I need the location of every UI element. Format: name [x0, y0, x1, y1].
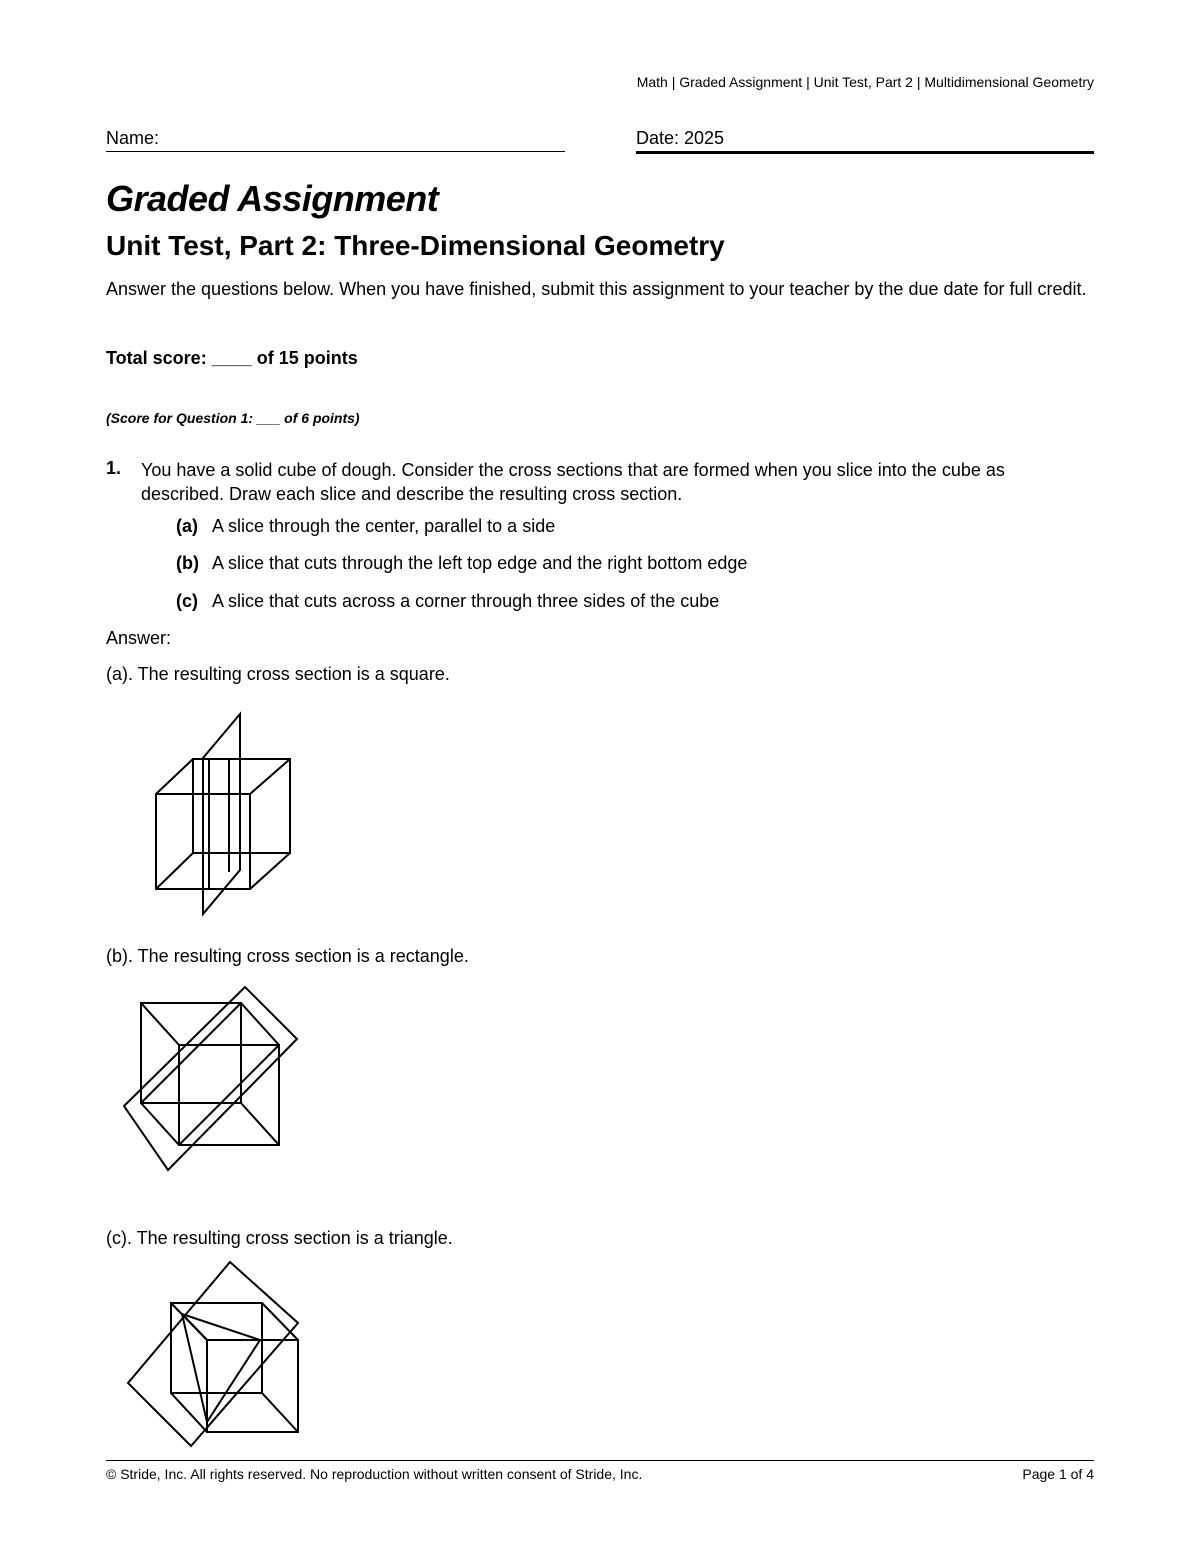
total-score: Total score: ____ of 15 points	[106, 348, 358, 368]
question-score: (Score for Question 1: ___ of 6 points)	[106, 410, 360, 426]
footer-divider	[106, 1460, 1094, 1461]
instructions: Answer the questions below. When you have finished, submit this assignment to your teacher by the due date for full credit.	[106, 279, 1087, 299]
footer-copyright: © Stride, Inc. All rights reserved. No reproduction without written consent of Stride, Inc.	[106, 1466, 643, 1482]
running-header: Math | Graded Assignment | Unit Test, Part 2 | Multidimensional Geometry	[636, 74, 1094, 90]
answer-b-text: (b). The resulting cross section is a rectangle.	[106, 946, 469, 966]
part-b-letter: (b)	[176, 553, 199, 573]
date-label: Date: 2025	[636, 128, 725, 148]
answer-c-text: (c). The resulting cross section is a triangle.	[106, 1228, 453, 1248]
part-c-letter: (c)	[176, 591, 198, 611]
part-b-text: A slice that cuts through the left top edge and the right bottom edge	[212, 553, 748, 573]
name-label: Name:	[106, 128, 160, 148]
question-prompt: You have a solid cube of dough. Consider the cross sections that are formed when you slice into the cube as described. Draw each slice and describe the resulting cross section.	[141, 460, 1005, 504]
page-title: Graded Assignment	[106, 178, 439, 219]
footer-page-number: Page 1 of 4	[1022, 1466, 1094, 1482]
answer-label: Answer:	[106, 628, 172, 648]
question-number: 1.	[106, 458, 122, 478]
part-c-text: A slice that cuts across a corner through three sides of the cube	[212, 591, 720, 611]
page-subtitle: Unit Test, Part 2: Three-Dimensional Geometry	[106, 230, 725, 261]
part-a-letter: (a)	[176, 516, 198, 536]
answer-a-text: (a). The resulting cross section is a square.	[106, 664, 450, 684]
part-a-text: A slice through the center, parallel to a side	[212, 516, 556, 536]
